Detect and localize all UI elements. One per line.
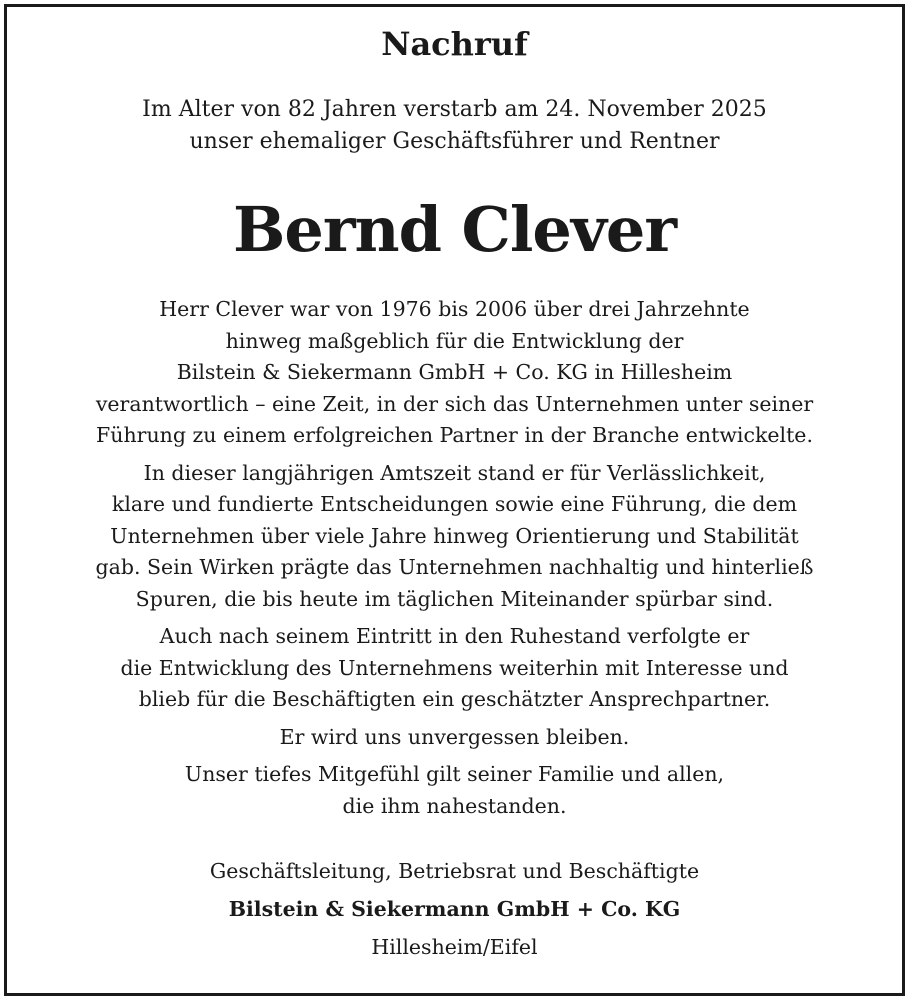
intro-line: unser ehemaliger Geschäftsführer und Rentner: [189, 129, 720, 154]
paragraph-retirement: [40, 621, 869, 716]
text-line: Spuren, die bis heute im täglichen Miteinander spürbar sind.: [135, 586, 774, 611]
text-line: Er wird uns unvergessen bleiben.: [279, 724, 630, 749]
text-line: verantwortlich – eine Zeit, in der sich das Unternehmen unter seiner: [95, 391, 814, 416]
notice-body: [40, 294, 869, 828]
notice-heading: Nachruf: [381, 25, 528, 63]
text-line: die Entwicklung des Unternehmens weiterhin mit Interesse und: [120, 655, 789, 680]
text-line: hinweg maßgeblich für die Entwicklung der: [225, 328, 684, 353]
text-line: Bilstein & Siekermann GmbH + Co. KG in Hillesheim: [176, 360, 733, 384]
paragraph-tenure: [40, 458, 869, 616]
text-line: In dieser langjährigen Amtszeit stand er für Verlässlichkeit,: [143, 460, 766, 485]
text-line: Herr Clever war von 1976 bis 2006 über drei Jahrzehnte: [159, 297, 750, 321]
text-line: klare und fundierte Entscheidungen sowie eine Führung, die dem: [111, 492, 798, 516]
text-line: Unternehmen über viele Jahre hinweg Orientierung und Stabilität: [110, 523, 799, 548]
signature-company: Bilstein & Siekermann GmbH + Co. KG: [228, 897, 681, 921]
intro-line: Im Alter von 82 Jahren verstarb am 24. November 2025: [142, 97, 767, 122]
paragraph-remembrance: [40, 722, 869, 754]
signature-block: [0, 852, 909, 966]
text-line: Führung zu einem erfolgreichen Partner in der Branche entwickelte.: [96, 423, 813, 447]
signature-location: Hillesheim/Eifel: [371, 935, 538, 959]
paragraph-career: [40, 294, 869, 452]
text-line: die ihm nahestanden.: [342, 793, 567, 818]
text-line: Auch nach seinem Eintritt in den Ruhestand verfolgte er: [159, 624, 750, 648]
text-line: blieb für die Beschäftigten ein geschätzter Ansprechpartner.: [138, 687, 771, 711]
text-line: Unser tiefes Mitgefühl gilt seiner Familie und allen,: [184, 762, 725, 786]
paragraph-condolence: [40, 759, 869, 822]
signature-group: Geschäftsleitung, Betriebsrat und Beschäftigte: [209, 859, 700, 883]
text-line: gab. Sein Wirken prägte das Unternehmen nachhaltig und hinterließ: [95, 555, 814, 579]
deceased-name: Bernd Clever: [232, 193, 676, 266]
intro-text: [0, 94, 909, 158]
